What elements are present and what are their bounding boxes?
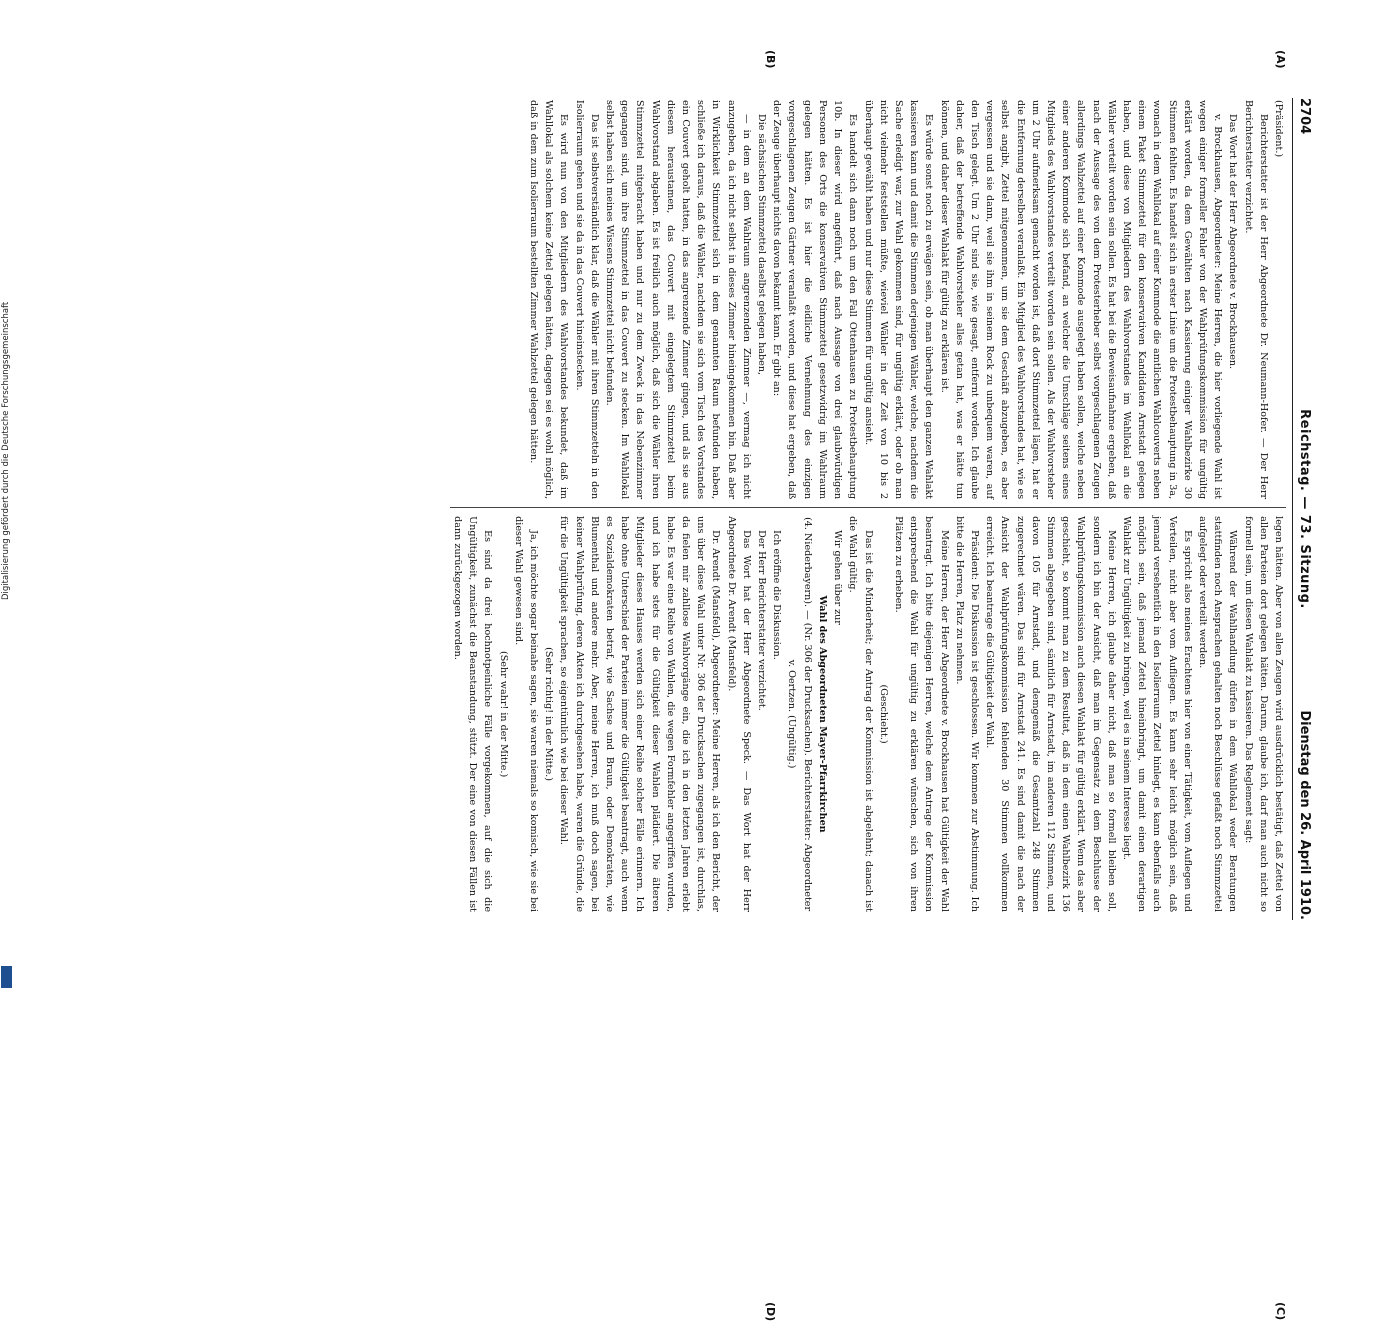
paragraph: Es handelt sich dann noch um den Fall Ottenhausen zu Protestbehauptung 10b. In dieser wird angeführt, daß nach Aussage von drei glaubwürdigen Personen des Orts die konservativen Stimmzettel gesetzwidrig im Wahlraum gelegen hätten. Es ist hier die eidliche Vernehmung des einzigen vorgeschlagenen Zeugen Gärtner veranlaßt worden, und diese hat ergeben, daß der Zeuge überhaupt nichts davon bekannt kann. Er gibt an: [771,100,859,500]
margin-mark-d: (D) [764,1302,777,1321]
paragraph: Der Herr Berichterstatter verzichtet. [756,530,768,711]
dfg-logo [1,966,12,988]
column-left [450,98,1286,508]
paragraph: Das ist selbstverständlich klar, daß die Wähler mit ihren Stimmzetteln in den Isolierraum gehen und sie da in das Couvert hineinstecken. [573,100,600,500]
digitization-credit: Digitalisierung gefördert durch die Deutsche Forschungsgemeinschaft [1,301,11,600]
quoted-paragraph: — in dem an dem Wahlraum angrenzenden Zimmer —, vermag ich nicht anzugeben, da ich nicht selbst in dieses Zimmer hineingekommen bin. Daß aber in Wirklichkeit Stimmzettel sich in dem genannten Raum befunden haben, schließe ich daraus, daß die Wähler, nachdem sie sich vom Tisch des Vorstandes ein Couvert geholt hatten, in das angrenzende Zimmer gingen, und als sie aus diesem heraustamen, das Couvert mit eingelegtem Stimmzettel beim Wahlvorstand abgaben. Es ist freilich auch möglich, daß sich die Wähler ihren Stimmzettel mitgebracht haben und nur zu dem Zweck in das Nebenzimmer gegangen sind, um ihre Stimmzettel in das Couvert zu stecken. Im Wahllokal selbst haben sich meines Wissens Stimmzettel nicht befunden. [604,100,752,500]
paragraph: Es sind da drei hochnotpeinliche Fälle vorgekommen, auf die sich die Ungültigkeit, zunächst die Beanstandung, stützt. Der eine von diesen Fällen ist dann zurückgezogen worden. [452,516,494,912]
paragraph: Meine Herren, ich glaube daher nicht, daß man so formell bleiben soll, sondern ich bin der Ansicht, daß man im Gegensatz zu dem Beschlusse der Wahlprüfungskommission auch diesen Wahlakt für gültig erklärt. Wenn das aber geschieht, so kommt man zu dem Resultat, daß in dem einen Wahlbezirk 136 Stimmen abgegeben sind, sämtlich für Arnstadt, im anderen 112 Stimmen, und davon 105 für Arnstadt, und demgemäß die Gesamtzahl 248 Stimmen zugerechnet wären. Das sind für Arnstadt 241. Es sind damit die nach der Ansicht der Wahlprüfungskommission fehlenden 30 Stimmen vollkommen erreicht. Ich beantrage die Gültigkeit der Wahl. [984,516,1117,912]
quoted-paragraph: Die sächsischen Stimmzettel daselbst gelegen haben, [756,114,768,376]
margin-mark-b: (B) [764,50,777,69]
paragraph: Es würde sonst noch zu erwägen sein, ob man überhaupt den ganzen Wahlakt kassieren kann und damit die Stimmen derjenigen Wähler, welche, nachdem die Sache erledigt war, zur Wahl gekommen sind, für ungültig erklärt, oder ob man nicht vielmehr feststellen müßte, wieviel Wähler in der Zeit von 10 bis 2 überhaupt gewählt haben und nur diese Stimmen für ungültig ansieht. [862,100,935,500]
paragraph: Berichterstatter ist der Herr Abgeordnete Dr. Neumann-Hofer. — Der Herr Berichterstatter verzichtet. [1242,100,1269,500]
paragraph: Es spricht also meines Erachtens hier von einer Tätigkeit, vom Auflegen und Verteilen, nicht aber vom Aufliegen. Es kann sehr leicht möglich sein, daß jemand versehentlich in den Isolierraum Zettel hinlegt, es kann ebenfalls auch möglich sein, daß jemand Zettel hineinbringt, um damit einen derartigen Wahlakt zur Ungültigkeit zu bringen, weil es in seinem Interesse liegt. [1120,516,1193,912]
paragraph: Ich eröffne die Diskussion. [771,530,783,660]
session-date: Dienstag den 26. April 1910. [1297,710,1312,920]
paragraph: Wir gehen über zur [832,530,844,625]
margin-mark-c: (C) [1274,1302,1287,1321]
speech-paragraph: Dr. Arendt (Mansfeld), Abgeordneter: Meine Herren, als ich den Bericht, der uns über diese Wahl unter Nr. 306 der Drucksachen zugegangen ist, durchlas, da fielen mir zahllose Wahlvorgänge ein, die ich in den letzten Jahren erlebt habe. Es war eine Reihe von Wahlen, die wegen Formfehler angegriffen wurden, und ich habe stets für die Gültigkeit dieser Wahlen plädiert. Die älteren Mitglieder dieses Hauses werden sich einer Reihe solcher Fälle erinnern. Ich habe ohne Unterschied der Parteien immer die Gültigkeit beantragt, auch wenn es Sozialdemokraten betraf, wie Sachse und Braun, oder Demokraten, wie Blumenthal und andere mehr. Aber, meine Herren, ich muß doch sagen, bei keiner Wahlprüfung, deren Akten ich durchgesehen habe, waren die Gründe, die für die Ungültigkeit sprachen, so eigentümlich wie bei dieser Wahl. [558,516,722,912]
paragraph: Meine Herren, der Herr Abgeordnete v. Brockhausen hat Gültigkeit der Wahl beantragt. Ich bitte diejenigen Herren, welche dem Antrage der Kommission entsprechend die Wahl für ungültig zu erklären wünschen, sich von ihren Plätzen zu erheben. [892,516,950,912]
page-number: 2704 [1297,98,1312,135]
running-title: Reichstag. — 73. Sitzung. [1297,409,1312,609]
speech-paragraph: v. Brockhausen, Abgeordneter: Meine Herren, die hier vorliegende Wahl ist wegen einiger formeller Fehler von der Wahlprüfungskommission für ungültig erklärt worden, da dem Gewählten nach Kassierung einiger Wahlbezirke 30 Stimmen fehlten. Es handelt sich in erster Linie um die Protestbehauptung in 3a, wonach in dem Wahllokal auf einer Kommode die amtlichen Wahlcouverts neben einem Paket Stimmzettel für den konservativen Kandidaten Arnstadt gelegen haben, und diese von Mitgliedern des Wahlvorstandes im Wahllokal an die Wähler verteilt worden sein sollen. Es hat bei die Beweisaufnahme ergeben, daß nach der Aussage des von dem Protesterheber selbst vorgeschlagenen Zeugen allerdings Wahlzettel auf einer Kommode ausgelegt haben sollen, welche neben einer anderen Kommode sich befand, an welcher die Umschläge seitens eines Mitglieds des Wahlvorstandes verteilt worden sein sollen. Als der Wahlvorsteher um 2 Uhr aufmerksam gemacht worden ist, daß dort Stimmzettel lägen, hat er die Entfernung derselben veranlaßt. Ein Mitglied des Wahlvorstandes hat, wie es selbst angibt, Zettel mitgenommen, um sie dem Geschäft abzugeben, es aber vergessen und sie dann, weil sie ihm in seinem Rock zu unbequem waren, auf den Tisch gelegt. Um 2 Uhr sind sie, wie gesagt, entfernt worden. Ich glaube daher, daß der betreffende Wahlvorsteher alles getan hat, was er hätte tun können, und daher dieser Wahlakt für gültig zu erklären ist. [938,100,1224,500]
paragraph: Ja, ich möchte sogar beinahe sagen, sie waren niemals so komisch, wie sie bei dieser Wahl gewesen sind. [512,516,540,912]
interjection: (Sehr richtig! in der Mitte.) [543,647,555,781]
text-columns [450,98,1286,920]
page-header [1292,98,1313,920]
rotated-page-scan [62,50,1317,1321]
interjection: (Geschieht.) [877,684,889,744]
paragraph: Das ist die Minderheit; der Antrag der Kommission ist abgelehnt; danach ist die Wahl gültig. [847,516,874,912]
paragraph: Es wird nun von den Mitgliedern des Wahlvorstandes bekundet, daß im Wahllokal als solchem keine Zettel gelegen hätten, dagegen sei es wohl möglich, daß in dem zum Isolierraum bestellten Zimmer Wahlzettel gelegen hätten. [528,100,570,500]
paragraph: Das Wort hat der Herr Abgeordnete v. Brockhausen. [1227,114,1239,370]
paragraph: legen hätten. Aber von allen Zeugen wird ausdrücklich bestätigt, daß Zettel von allen Parteien dort gelegen hätten. Darum, glaube ich, darf man auch nicht so formell sein, um diesen Wahlakt zu kassieren. Das Reglement sagt: [1242,516,1284,912]
quoted-paragraph: Während der Wahlhandlung dürfen in dem Wahllokal weder Beratungen stattfinden noch Ansprachen gehalten noch Beschlüsse gefaßt noch Stimmzettel aufgelegt oder verteilt werden. [1196,516,1239,912]
paragraph: (4. Niederbayern). — (Nr. 306 der Drucksachen). Berichterstatter: Abgeordneter v. Oertzen. (Ungültig.) [786,517,813,912]
paragraph: Das Wort hat der Herr Abgeordnete Speck. — Das Wort hat der Herr Abgeordnete Dr. Arendt (Mansfeld). [725,516,752,912]
paragraph: Präsident: Die Diskussion ist geschlossen. Wir kommen zur Abstimmung. Ich bitte die Herren, Platz zu nehmen. [953,516,980,912]
section-heading: Wahl des Abgeordneten Mayer-Pfarrkirchen [816,595,828,833]
margin-mark-a: (A) [1274,50,1287,69]
interjection: (Sehr wahr! in der Mitte.) [497,650,509,778]
column-right [450,508,1286,920]
paragraph: (Präsident.) [1273,100,1284,158]
